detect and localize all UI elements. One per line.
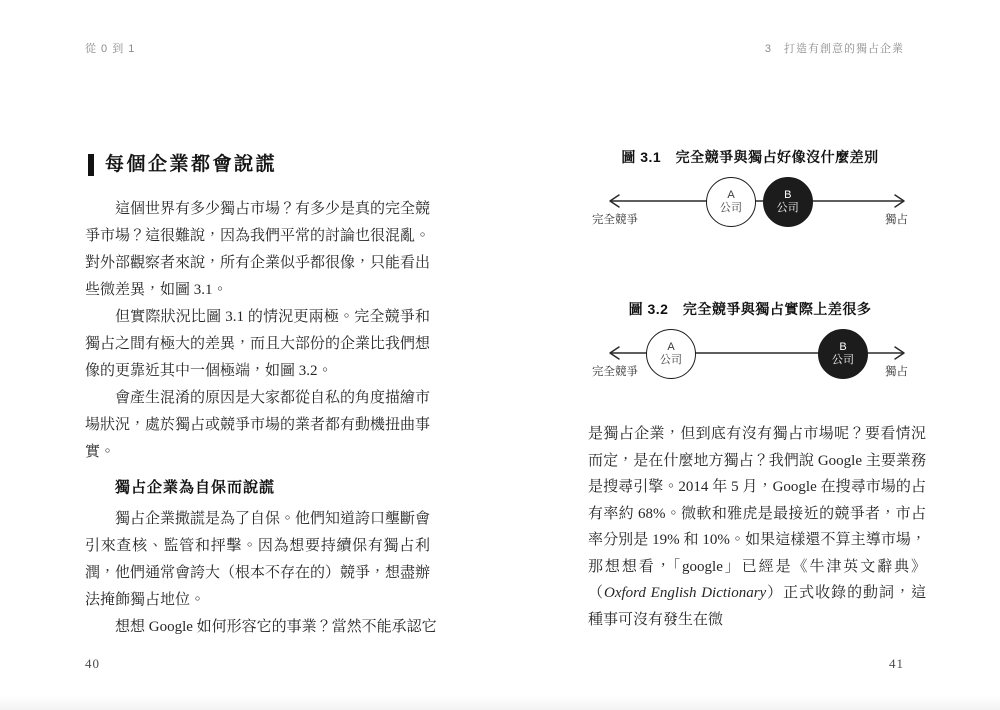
body-text-italic: Oxford English Dictionary bbox=[603, 585, 767, 601]
running-head-chapter-title: 3 打造有創意的獨占企業 bbox=[764, 43, 904, 55]
company-b-label: 公司 bbox=[776, 202, 799, 214]
axis-label-monopoly: 獨占 bbox=[885, 366, 908, 378]
running-head-book-title: 從 0 到 1 bbox=[85, 43, 136, 55]
axis-label-perfect-competition: 完全競爭 bbox=[592, 214, 638, 226]
figure-title: 圖 3.2 完全競爭與獨占實際上差很多 bbox=[628, 301, 872, 317]
heading-accent-bar bbox=[88, 154, 94, 176]
company-a-letter: A bbox=[727, 189, 735, 201]
company-b-circle bbox=[763, 177, 813, 227]
paragraph: 想想 Google 如何形容它的事業？當然不能承認它 bbox=[115, 619, 437, 635]
company-b-label: 公司 bbox=[832, 354, 854, 366]
paragraph: 會產生混淆的原因是大家都從自私的角度描繪市場狀況，處於獨占或競爭市場的業者都有動機扭曲事實。 bbox=[85, 390, 431, 460]
axis-label-perfect-competition: 完全競爭 bbox=[592, 366, 638, 378]
left-page-body bbox=[85, 196, 437, 641]
axis-label-monopoly: 獨占 bbox=[885, 214, 908, 226]
company-a-label: 公司 bbox=[720, 202, 742, 214]
page-number-right: 41 bbox=[889, 656, 904, 671]
sub-heading: 獨占企業為自保而說謊 bbox=[115, 479, 276, 496]
body-text: ）正式收錄的動詞，這種事可沒有發生在微 bbox=[588, 585, 926, 628]
paragraph: 這個世界有多少獨占市場？有多少是真的完全競爭市場？這很難說，因為我們平常的討論也很混亂。對外部觀察者來說，所有企業似乎都很像，只能看出些微差異，如圖 3.1。 bbox=[85, 201, 431, 298]
page-number-left: 40 bbox=[85, 656, 100, 671]
company-a-letter: A bbox=[667, 341, 675, 353]
company-a-label: 公司 bbox=[660, 354, 682, 366]
company-b-letter: B bbox=[839, 341, 847, 353]
company-a-circle bbox=[646, 329, 696, 379]
figure-title: 圖 3.1 完全競爭與獨占好像沒什麼差別 bbox=[621, 149, 879, 165]
company-b-circle bbox=[818, 329, 868, 379]
figure-3-1 bbox=[590, 147, 910, 243]
paragraph bbox=[588, 421, 926, 633]
right-page-body bbox=[588, 421, 926, 633]
section-heading: 每個企業都會說謊 bbox=[105, 154, 278, 175]
paragraph: 但實際狀況比圖 3.1 的情況更兩極。完全競爭和獨占之間有極大的差異，而且大部份的企業比我們想像的更靠近其中一個極端，如圖 3.2。 bbox=[85, 309, 431, 379]
figure-3-2 bbox=[590, 299, 910, 395]
body-text: 是獨占企業，但到底有沒有獨占市場呢？要看情況而定，是在什麼地方獨占？我們說 Google 主要業務是搜尋引擎。2014 年 5 月，Google 在搜尋市場的占有率約 68%。微軟和雅虎是最接近的競爭者，市占率分別是 19% 和 10%。如果這樣還不算主導市場，那想想看，「google」已經是《牛津英文辭典》（ bbox=[588, 426, 926, 601]
company-a-circle bbox=[706, 177, 756, 227]
company-b-letter: B bbox=[784, 189, 792, 201]
paragraph: 獨占企業撒謊是為了自保。他們知道誇口壟斷會引來查核、監管和抨擊。因為想要持續保有獨占利潤，他們通常會誇大（根本不存在的）競爭，想盡辦法掩飾獨占地位。 bbox=[85, 511, 431, 608]
